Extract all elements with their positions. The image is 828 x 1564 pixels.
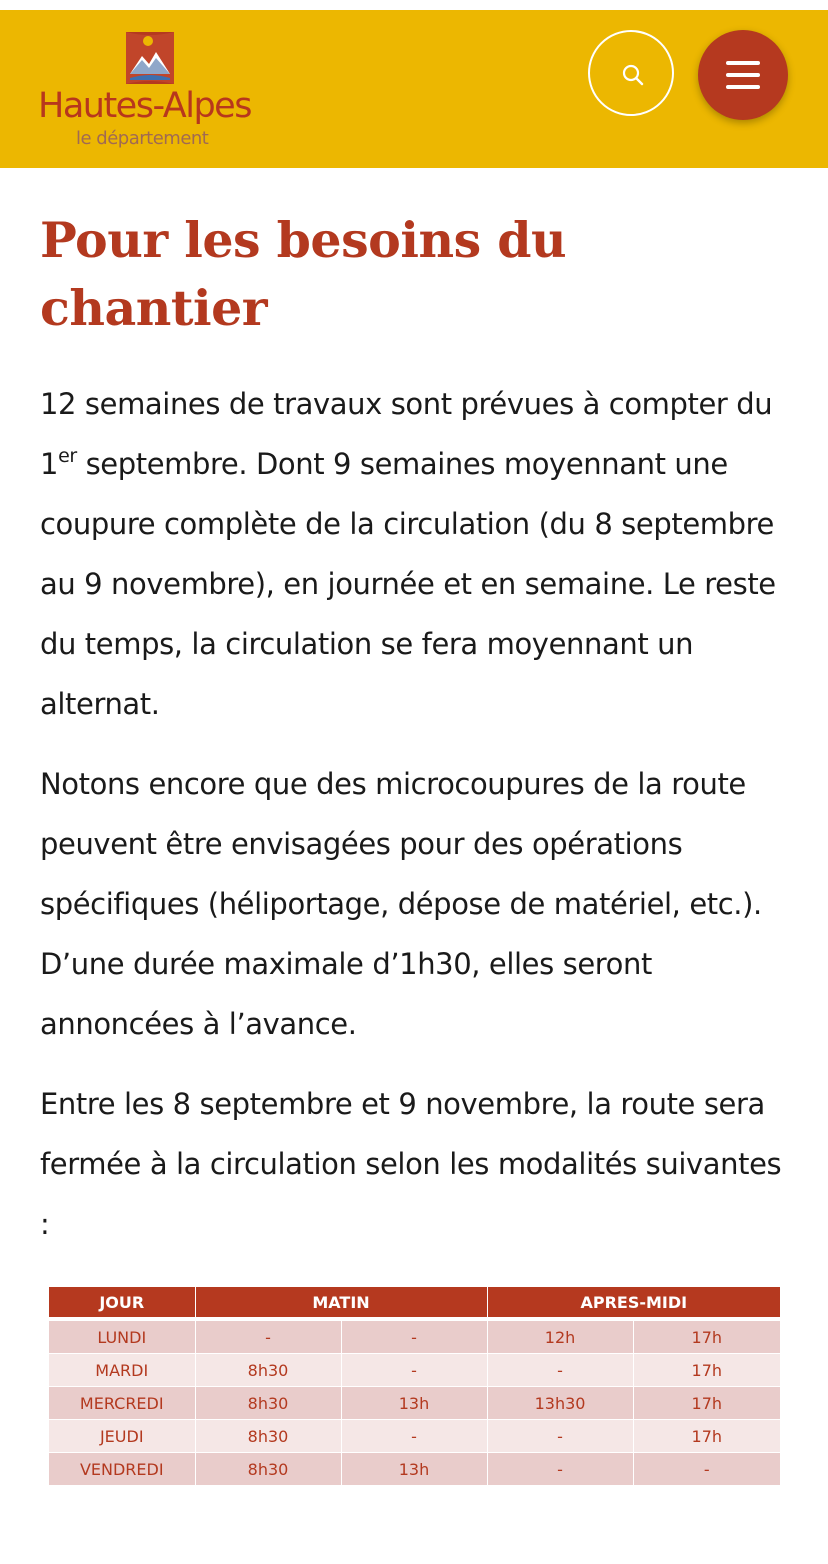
hamburger-menu-icon [726, 73, 760, 77]
morning-start-cell: 8h30 [195, 1354, 341, 1387]
morning-start-cell: 8h30 [195, 1420, 341, 1453]
site-header [0, 10, 828, 168]
afternoon-end-cell: - [633, 1453, 780, 1486]
day-cell: VENDREDI [49, 1453, 195, 1486]
morning-end-cell: 13h [341, 1453, 487, 1486]
morning-start-cell: 8h30 [195, 1387, 341, 1420]
afternoon-end-cell: 17h [633, 1354, 780, 1387]
day-cell: LUNDI [49, 1319, 195, 1354]
paragraph-text: septembre. Dont 9 semaines moyennant une coupure complète de la circulation (du 8 septembre au 9 novembre), en journée et en semaine. Le reste du temps, la circulation se fera moyennant un alternat. [40, 447, 776, 721]
status-strip [0, 0, 828, 10]
closure-schedule-table [49, 1287, 780, 1486]
header-apres-midi: APRES-MIDI [487, 1287, 780, 1319]
day-cell: MARDI [49, 1354, 195, 1387]
afternoon-end-cell: 17h [633, 1420, 780, 1453]
morning-start-cell: 8h30 [195, 1453, 341, 1486]
paragraph-closure-intro: Entre les 8 septembre et 9 novembre, la route sera fermée à la circulation selon les modalités suivantes : [40, 1087, 782, 1241]
day-cell: JEUDI [49, 1420, 195, 1453]
article-content [40, 206, 790, 1254]
header-jour: JOUR [49, 1287, 195, 1319]
morning-end-cell: - [341, 1354, 487, 1387]
afternoon-start-cell: 12h [487, 1319, 633, 1354]
paragraph-text: 12 semaines de travaux sont prévues à compter du 1 [40, 387, 773, 481]
ordinal-suffix: er [58, 445, 77, 467]
morning-end-cell: - [341, 1319, 487, 1354]
search-icon [621, 63, 645, 87]
hamburger-menu-icon [726, 61, 760, 65]
afternoon-end-cell: 17h [633, 1387, 780, 1420]
table-row [49, 1453, 780, 1486]
article-title: Pour les besoins du chantier [40, 211, 567, 337]
afternoon-end-cell: 17h [633, 1319, 780, 1354]
menu-button[interactable] [698, 30, 788, 120]
table-row [49, 1319, 780, 1354]
search-button[interactable] [588, 30, 674, 116]
header-matin: MATIN [195, 1287, 487, 1319]
morning-end-cell: 13h [341, 1387, 487, 1420]
afternoon-start-cell: - [487, 1453, 633, 1486]
logo-subtitle: le département [76, 128, 209, 149]
table-row [49, 1354, 780, 1387]
table-row [49, 1420, 780, 1453]
table-header-row [49, 1287, 780, 1319]
morning-end-cell: - [341, 1420, 487, 1453]
mountain-emblem-icon [122, 30, 178, 86]
morning-start-cell: - [195, 1319, 341, 1354]
hamburger-menu-icon [726, 85, 760, 89]
afternoon-start-cell: - [487, 1354, 633, 1387]
paragraph-schedule-overview [40, 374, 790, 734]
table-row [49, 1387, 780, 1420]
logo-name: Hautes-Alpes [38, 86, 251, 126]
paragraph-microcoupures: Notons encore que des microcoupures de la route peuvent être envisagées pour des opérations spécifiques (héliportage, dépose de matériel, etc.). D’une durée maximale d’1h30, elles seront annoncées à l’avance. [40, 767, 762, 1041]
day-cell: MERCREDI [49, 1387, 195, 1420]
afternoon-start-cell: - [487, 1420, 633, 1453]
site-logo[interactable] [36, 30, 266, 155]
afternoon-start-cell: 13h30 [487, 1387, 633, 1420]
